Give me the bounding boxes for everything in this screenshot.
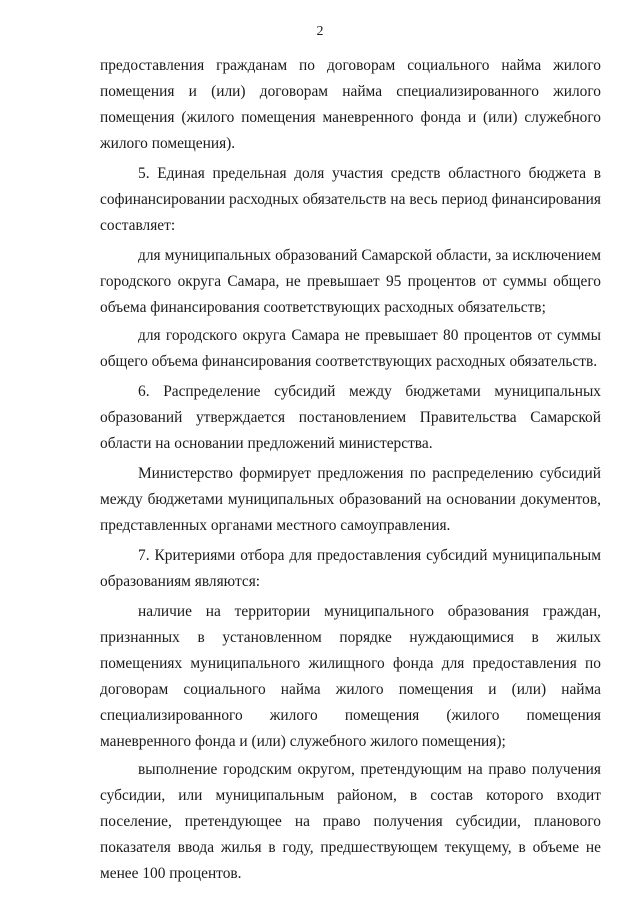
paragraph-continuation: предоставления гражданам по договорам социального найма жилого помещения и (или) договорам найма специализированного жилого помещения (жилого помещения маневренного фонда и (или) служебного жилого помещения). bbox=[100, 57, 601, 152]
document-body bbox=[100, 53, 601, 889]
paragraph-criterion-housing: выполнение городским округом, претендующим на право получения субсидии, или муниципальным районом, в состав которого входит поселение, претендующее на право получения субсидии, планового показателя ввода жилья в году, предшествующем текущему, в объеме не менее 100 процентов. bbox=[100, 761, 601, 882]
paragraph-ministry-proposals: Министерство формирует предложения по распределению субсидий между бюджетами муниципальных образований на основании документов, представленных органами местного самоуправления. bbox=[100, 465, 601, 534]
paragraph-item-7: 7. Критериями отбора для предоставления субсидий муниципальным образованиям являются: bbox=[100, 547, 601, 590]
paragraph-item-6: 6. Распределение субсидий между бюджетами муниципальных образований утверждается постановлением Правительства Самарской области на основании предложений министерства. bbox=[100, 383, 601, 452]
page-number: 2 bbox=[316, 24, 324, 39]
paragraph-municipal-share: для муниципальных образований Самарской области, за исключением городского округа Самара, не превышает 95 процентов от суммы общего объема финансирования соответствующих расходных обязательств; bbox=[100, 247, 601, 316]
paragraph-samara-share: для городского округа Самара не превышает 80 процентов от суммы общего объема финансирования соответствующих расходных обязательств. bbox=[100, 327, 601, 370]
paragraph-criterion-citizens: наличие на территории муниципального образования граждан, признанных в установленном порядке нуждающимися в жилых помещениях муниципального жилищного фонда для предоставления по договорам социального найма жилого помещения и (или) найма специализированного жилого помещения (жилого помещения маневренного фонда и (или) служебного жилого помещения); bbox=[100, 603, 601, 750]
paragraph-item-5: 5. Единая предельная доля участия средств областного бюджета в софинансировании расходных обязательств на весь период финансирования составляет: bbox=[100, 165, 601, 234]
